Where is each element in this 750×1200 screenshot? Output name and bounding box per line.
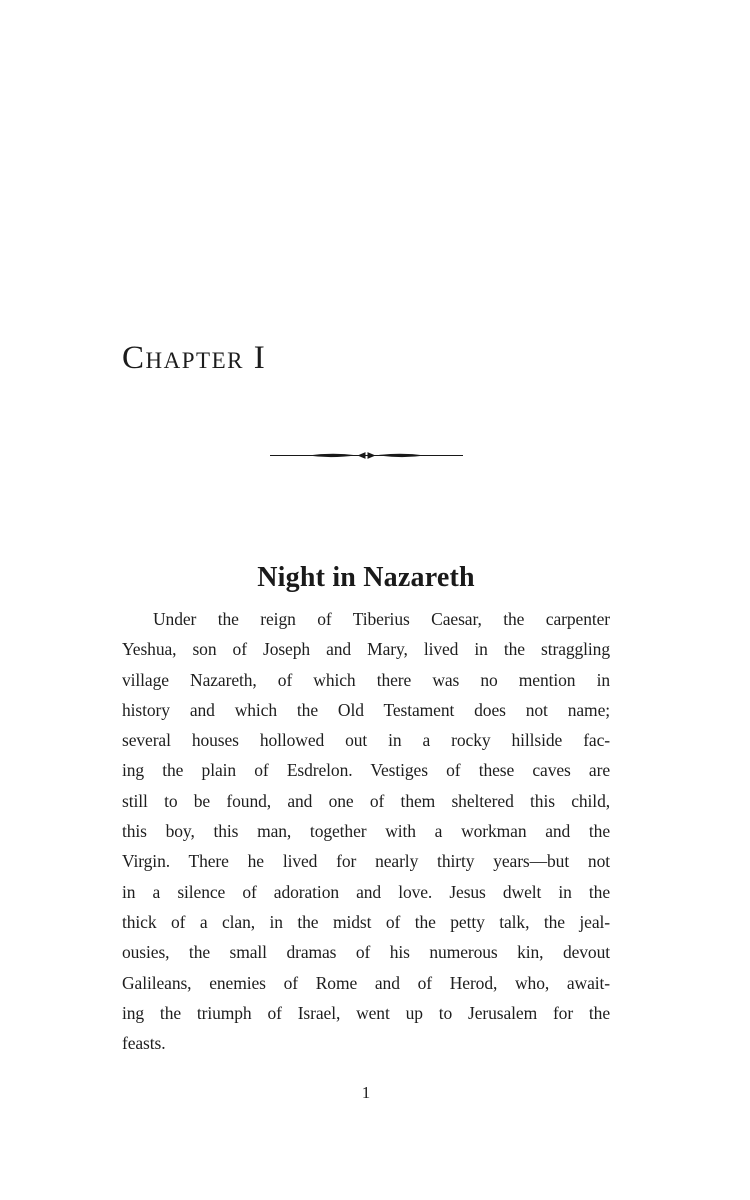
- body-line: several houses hollowed out in a rocky hillside fac-: [122, 730, 610, 751]
- page-number: 1: [361, 1083, 371, 1102]
- body-line: feasts.: [122, 1033, 166, 1054]
- body-line: this boy, this man, together with a workman and the: [122, 821, 610, 842]
- body-line: ousies, the small dramas of his numerous kin, devout: [122, 942, 610, 963]
- body-line: Under the reign of Tiberius Caesar, the carpenter: [153, 609, 610, 629]
- body-line: village Nazareth, of which there was no mention in: [122, 669, 610, 690]
- section-title: Night in Nazareth: [257, 562, 475, 593]
- body-line: thick of a clan, in the midst of the petty talk, the jeal-: [122, 911, 610, 932]
- body-line: Virgin. There he lived for nearly thirty years—but not: [122, 851, 610, 872]
- section-divider: [122, 449, 610, 462]
- chapter-heading: Chapter I: [122, 340, 267, 376]
- body-line: in a silence of adoration and love. Jesus dwelt in the: [122, 881, 610, 902]
- body-line: ing the triumph of Israel, went up to Jerusalem for the: [122, 1002, 610, 1023]
- body-line: Galileans, enemies of Rome and of Herod, who, await-: [122, 972, 610, 993]
- body-line: history and which the Old Testament does not name;: [122, 699, 610, 720]
- tapered-rule-arrowheads-icon: [270, 449, 463, 462]
- paragraph: [122, 604, 610, 1058]
- body-line: Yeshua, son of Joseph and Mary, lived in the straggling: [122, 639, 610, 660]
- text-column: [122, 0, 610, 1200]
- body-line: ing the plain of Esdrelon. Vestiges of these caves are: [122, 760, 610, 781]
- body-line: still to be found, and one of them sheltered this child,: [122, 790, 610, 811]
